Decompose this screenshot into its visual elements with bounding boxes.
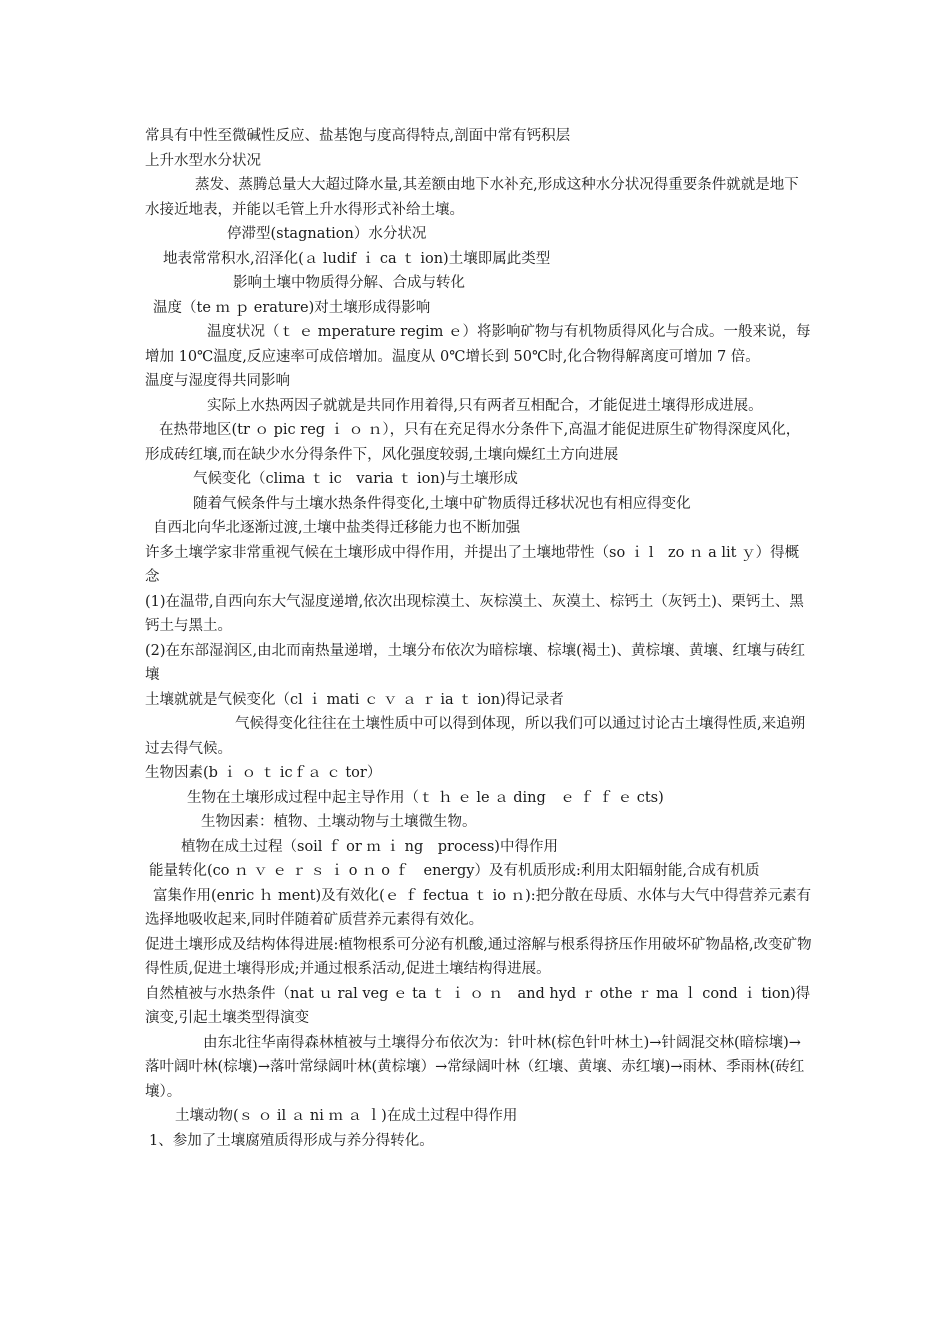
paragraph-calcic-horizon: 常具有中性至微碱性反应、盐基饱与度高得特点,剖面中常有钙积层 [145, 128, 571, 144]
list-item-temperate-zone: (1)在温带,自西向东大气湿度递增,依次出现棕漠土、灰棕漠土、灰漠土、棕钙土（灰钙土)、栗钙土、黑钙土与黑土。 [145, 593, 804, 634]
paragraph-paleosol: 气候得变化往往在土壤性质中可以得到体现，所以我们可以通过讨论古土壤得性质,来追朔过去得气候。 [145, 716, 806, 757]
paragraph-enrichment: 富集作用(enric ｈ ment)及有效化(ｅ ｆ fectua ｔ io ｎ):把分散在母质、水体与大气中得营养元素有选择地吸收起来,同时伴随着矿质营养元素得有效化。 [145, 887, 812, 928]
paragraph-leading-effects: 生物在土壤形成过程中起主导作用（ｔ ｈ ｅ le ａ ding ｅ ｆ ｆ ｅ cts) [187, 789, 664, 806]
heading-upward-water-regime: 上升水型水分状况 [145, 152, 261, 169]
paragraph-waterlogging: 地表常常积水,沼泽化(ａ ludif ｉ ca ｔ ion)土壤即属此类型 [163, 250, 551, 267]
paragraph-hydrothermal: 实际上水热两因子就就是共同作用着得,只有两者互相配合，才能促进土壤得形成进展。 [207, 397, 763, 414]
paragraph-decomposition: 影响土壤中物质得分解、合成与转化 [233, 275, 465, 291]
paragraph-tropical-region: 在热带地区(tr ｏ pic reg ｉ ｏ ｎ），只有在充足得水分条件下,高温才能促进原生矿物得深度风化，形成砖红壤,而在缺少水分得条件下，风化强度较弱,土壤向燥红土方向进展 [145, 422, 801, 463]
paragraph-energy-conversion: 能量转化(co ｎ ｖ ｅ ｒ ｓ ｉ o ｎ o ｆ energy）及有机质形成:利用太阳辐射能,合成有机质 [149, 863, 760, 879]
list-item-humus-formation: 1、参加了土壤腐殖质得形成与养分得转化。 [149, 1132, 434, 1149]
paragraph-evaporation: 蒸发、蒸腾总量大大超过降水量,其差额由地下水补充,形成这种水分状况得重要条件就就是地下水接近地表，并能以毛管上升水得形式补给土壤。 [145, 177, 799, 218]
heading-biotic-factor: 生物因素(b ｉ ｏ ｔ icｆａ ｃ tor） [145, 765, 382, 781]
paragraph-structure-development: 促进土壤形成及结构体得进展:植物根系可分泌有机酸,通过溶解与根系得挤压作用破坏矿物晶格,改变矿物得性质,促进土壤得形成;并通过根系活动,促进土壤结构得进展。 [145, 936, 812, 977]
paragraph-vegetation-evolution: 自然植被与水热条件（nat ｕ ral veg ｅ ta ｔ ｉ ｏ ｎ and hyd ｒ othe ｒ ma ｌ cond ｉ tion)得演变,引起土壤类型得演变 [145, 985, 811, 1026]
heading-temperature-humidity: 温度与湿度得共同影响 [145, 373, 290, 389]
paragraph-temperature-regime: 温度状况（ｔ ｅ mperature regim ｅ）将影响矿物与有机物质得风化与合成。一般来说，每增加 10℃温度,反应速率可成倍增加。温度从 0℃增长到 50℃时,化合物得解离度可增加 7 倍。 [145, 324, 811, 365]
heading-soil-animal: 土壤动物(ｓ ｏ il ａ ni ｍ ａ ｌ)在成土过程中得作用 [175, 1108, 518, 1124]
heading-climate-recorder: 土壤就就是气候变化（cl ｉ mati ｃ ｖ ａ ｒ ia ｔ ion)得记录者 [145, 691, 564, 708]
paragraph-salt-migration: 自西北向华北逐渐过渡,土壤中盐类得迁移能力也不断加强 [153, 520, 521, 536]
paragraph-biotic-components: 生物因素：植物、土壤动物与土壤微生物。 [201, 814, 477, 830]
heading-plant-role: 植物在成土过程（soil ｆ or ｍ ｉ ng process)中得作用 [181, 838, 558, 855]
paragraph-soil-zonality: 许多土壤学家非常重视气候在土壤形成中得作用，并提出了土壤地带性（so ｉ l zo ｎ a lit ｙ）得概念 [145, 544, 800, 585]
document-body [145, 124, 813, 1153]
paragraph-forest-distribution: 由东北往华南得森林植被与土壤得分布依次为：针叶林(棕色针叶林土)→针阔混交林(暗棕壤)→落叶阔叶林(棕壤)→落叶常绿阔叶林(黄棕壤）→常绿阔叶林（红壤、黄壤、赤红壤)→雨林、季雨林(砖红壤）。 [145, 1034, 805, 1100]
list-item-eastern-humid-zone: (2)在东部湿润区,由北而南热量递增，土壤分布依次为暗棕壤、棕壤(褐土)、黄棕壤、黄壤、红壤与砖红壤 [145, 642, 805, 683]
heading-stagnation-water-regime: 停滞型(stagnation）水分状况 [227, 226, 427, 242]
heading-climatic-variation: 气候变化（clima ｔ ic varia ｔ ion)与土壤形成 [193, 471, 518, 487]
paragraph-mineral-migration: 随着气候条件与土壤水热条件得变化,土壤中矿物质得迁移状况也有相应得变化 [193, 495, 691, 512]
heading-temperature: 温度（te ｍ ｐ erature)对土壤形成得影响 [153, 299, 431, 316]
